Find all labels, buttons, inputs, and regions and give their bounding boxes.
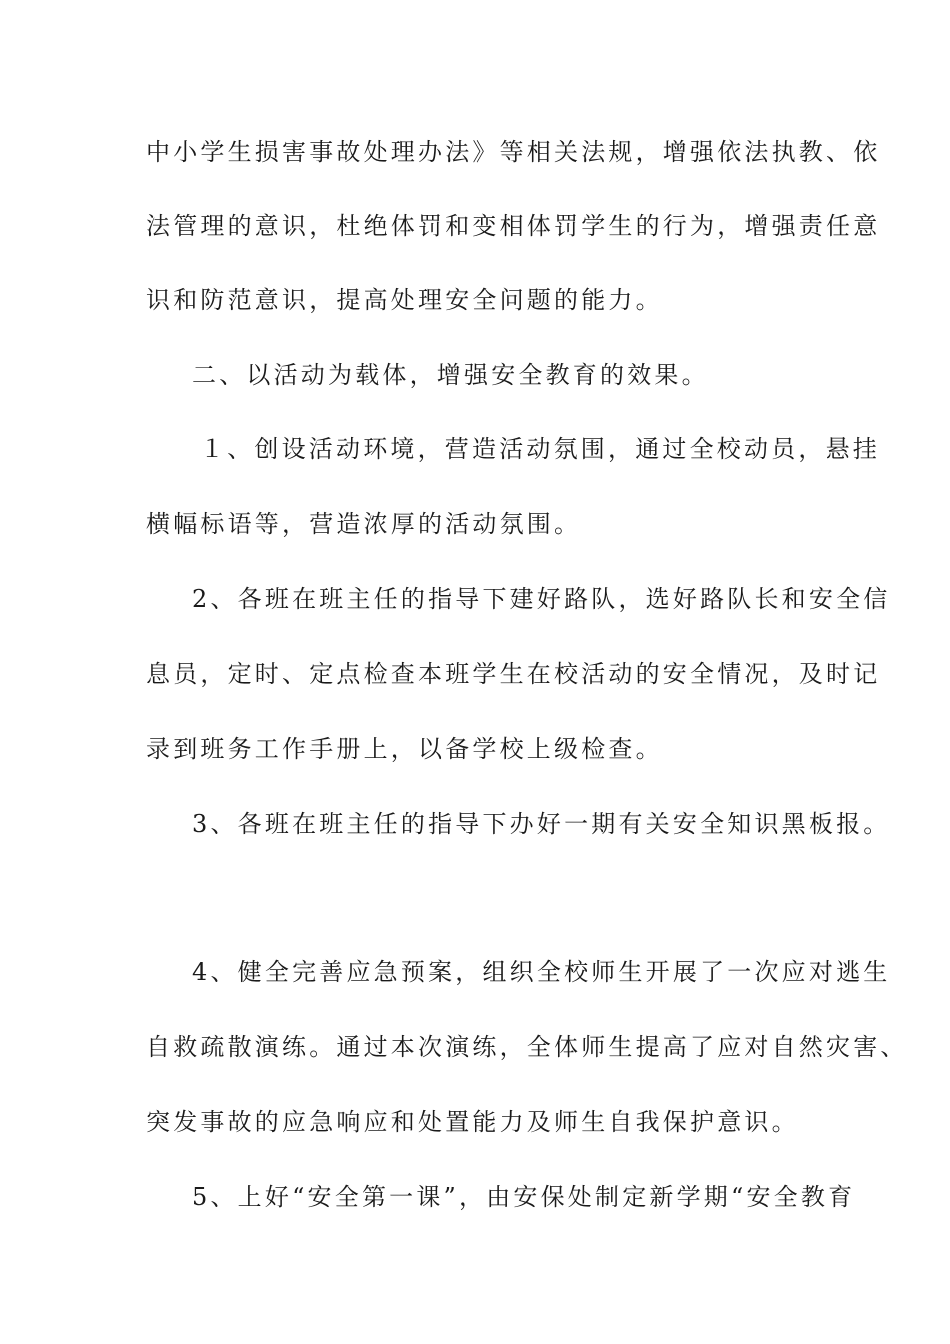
text-line: 4、健全完善应急预案，组织全校师生开展了一次应对逃生 xyxy=(192,958,891,986)
text-line: 自救疏散演练。通过本次演练，全体师生提高了应对自然灾害、 xyxy=(146,1033,908,1061)
text-line: 5、上好“安全第一课”，由安保处制定新学期“安全教育 xyxy=(192,1183,856,1211)
text-line: 录到班务工作手册上，以备学校上级检查。 xyxy=(146,735,663,763)
text-line: 突发事故的应急响应和处置能力及师生自我保护意识。 xyxy=(146,1108,799,1136)
text-line: 3、各班在班主任的指导下办好一期有关安全知识黑板报。 xyxy=(192,810,891,838)
text-line: １、创设活动环境，营造活动氛围，通过全校动员，悬挂 xyxy=(200,435,880,463)
section-heading: 二、以活动为载体，增强安全教育的效果。 xyxy=(192,361,709,389)
text-line: 2、各班在班主任的指导下建好路队，选好路队长和安全信 xyxy=(192,585,891,613)
text-line: 识和防范意识，提高处理安全问题的能力。 xyxy=(146,286,663,314)
text-line: 中小学生损害事故处理办法》等相关法规，增强依法执教、依 xyxy=(146,138,881,166)
text-line: 横幅标语等，营造浓厚的活动氛围。 xyxy=(146,510,582,538)
text-line: 息员，定时、定点检查本班学生在校活动的安全情况，及时记 xyxy=(146,660,881,688)
text-line: 法管理的意识，杜绝体罚和变相体罚学生的行为，增强责任意 xyxy=(146,212,881,240)
